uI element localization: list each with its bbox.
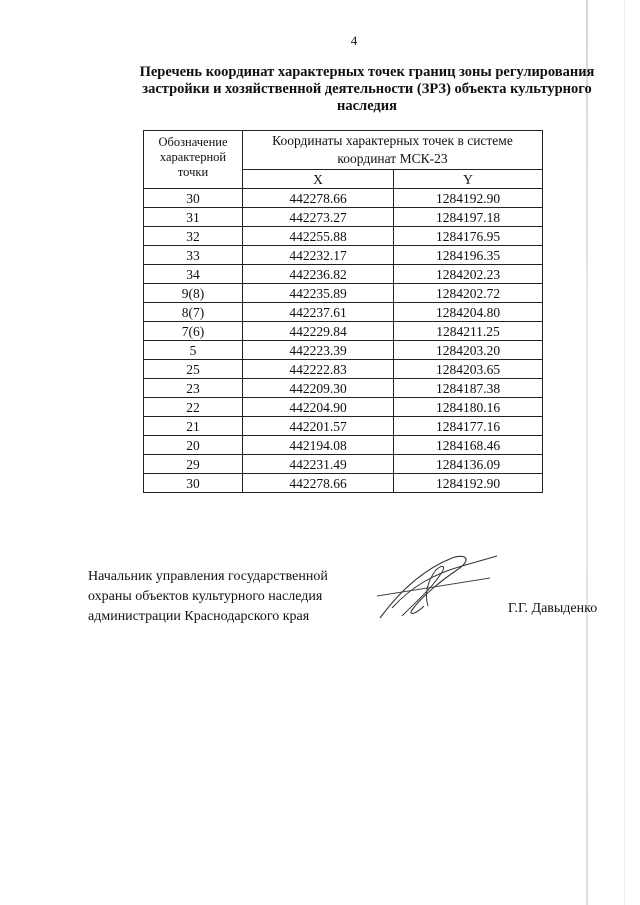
header-x: X <box>243 170 394 189</box>
cell-y: 1284180.16 <box>394 398 543 417</box>
table-row <box>144 246 543 265</box>
cell-point: 31 <box>144 208 243 227</box>
cell-x: 442201.57 <box>243 417 394 436</box>
cell-point: 29 <box>144 455 243 474</box>
cell-point: 30 <box>144 189 243 208</box>
table-row <box>144 265 543 284</box>
page-number: 4 <box>350 33 358 48</box>
cell-y: 1284187.38 <box>394 379 543 398</box>
document-title <box>86 64 640 115</box>
cell-x: 442209.30 <box>243 379 394 398</box>
signatory-position-line: охраны объектов культурного наследия <box>88 589 323 604</box>
table-row <box>144 436 543 455</box>
cell-y: 1284192.90 <box>394 189 543 208</box>
table-row <box>144 341 543 360</box>
cell-point: 8(7) <box>144 303 243 322</box>
cell-point: 30 <box>144 474 243 493</box>
cell-x: 442237.61 <box>243 303 394 322</box>
cell-point: 9(8) <box>144 284 243 303</box>
cell-point: 23 <box>144 379 243 398</box>
cell-x: 442235.89 <box>243 284 394 303</box>
cell-x: 442236.82 <box>243 265 394 284</box>
table-body <box>144 189 543 493</box>
cell-x: 442194.08 <box>243 436 394 455</box>
cell-point: 7(6) <box>144 322 243 341</box>
handwritten-signature <box>372 548 502 628</box>
cell-y: 1284203.20 <box>394 341 543 360</box>
cell-point: 25 <box>144 360 243 379</box>
cell-x: 442278.66 <box>243 474 394 493</box>
signer-name: Г.Г. Давыденко <box>508 601 598 616</box>
header-point-line: точки <box>177 165 209 179</box>
cell-x: 442204.90 <box>243 398 394 417</box>
cell-y: 1284136.09 <box>394 455 543 474</box>
cell-y: 1284211.25 <box>394 322 543 341</box>
header-y: Y <box>394 170 543 189</box>
signatory-position-line: администрации Краснодарского края <box>88 609 310 624</box>
cell-y: 1284177.16 <box>394 417 543 436</box>
cell-x: 442223.39 <box>243 341 394 360</box>
table-row <box>144 284 543 303</box>
cell-point: 32 <box>144 227 243 246</box>
table-row <box>144 227 543 246</box>
cell-x: 442278.66 <box>243 189 394 208</box>
table-row <box>144 417 543 436</box>
scan-edge-line <box>586 0 588 905</box>
cell-x: 442255.88 <box>243 227 394 246</box>
cell-x: 442232.17 <box>243 246 394 265</box>
signatory-position-line: Начальник управления государственной <box>88 569 328 584</box>
cell-x: 442231.49 <box>243 455 394 474</box>
cell-y: 1284168.46 <box>394 436 543 455</box>
scan-edge-line-faint <box>624 0 625 905</box>
header-point-line: Обозначение <box>158 135 228 149</box>
cell-y: 1284176.95 <box>394 227 543 246</box>
table-row <box>144 360 543 379</box>
table-row <box>144 455 543 474</box>
cell-x: 442229.84 <box>243 322 394 341</box>
table-row <box>144 303 543 322</box>
title-line: наследия <box>337 98 397 114</box>
header-coordinates <box>243 131 543 170</box>
cell-point: 5 <box>144 341 243 360</box>
table-row <box>144 474 543 493</box>
table-row <box>144 189 543 208</box>
table-row <box>144 398 543 417</box>
coordinates-table <box>143 130 543 493</box>
table-header-row <box>144 131 543 170</box>
cell-y: 1284202.72 <box>394 284 543 303</box>
cell-y: 1284204.80 <box>394 303 543 322</box>
cell-point: 34 <box>144 265 243 284</box>
header-coords-line: координат МСК-23 <box>337 151 448 166</box>
cell-y: 1284197.18 <box>394 208 543 227</box>
cell-y: 1284203.65 <box>394 360 543 379</box>
cell-point: 20 <box>144 436 243 455</box>
cell-y: 1284192.90 <box>394 474 543 493</box>
table-row <box>144 208 543 227</box>
cell-point: 22 <box>144 398 243 417</box>
table-row <box>144 379 543 398</box>
header-coords-line: Координаты характерных точек в системе <box>272 133 513 148</box>
cell-y: 1284196.35 <box>394 246 543 265</box>
header-point-designation <box>144 131 243 189</box>
cell-y: 1284202.23 <box>394 265 543 284</box>
header-point-line: характерной <box>159 150 227 164</box>
title-line: застройки и хозяйственной деятельности (ЗРЗ) объекта культурного <box>142 81 592 97</box>
cell-x: 442222.83 <box>243 360 394 379</box>
cell-point: 21 <box>144 417 243 436</box>
table-row <box>144 322 543 341</box>
cell-point: 33 <box>144 246 243 265</box>
signatory-position <box>88 567 368 627</box>
title-line: Перечень координат характерных точек границ зоны регулирования <box>139 64 595 80</box>
cell-x: 442273.27 <box>243 208 394 227</box>
